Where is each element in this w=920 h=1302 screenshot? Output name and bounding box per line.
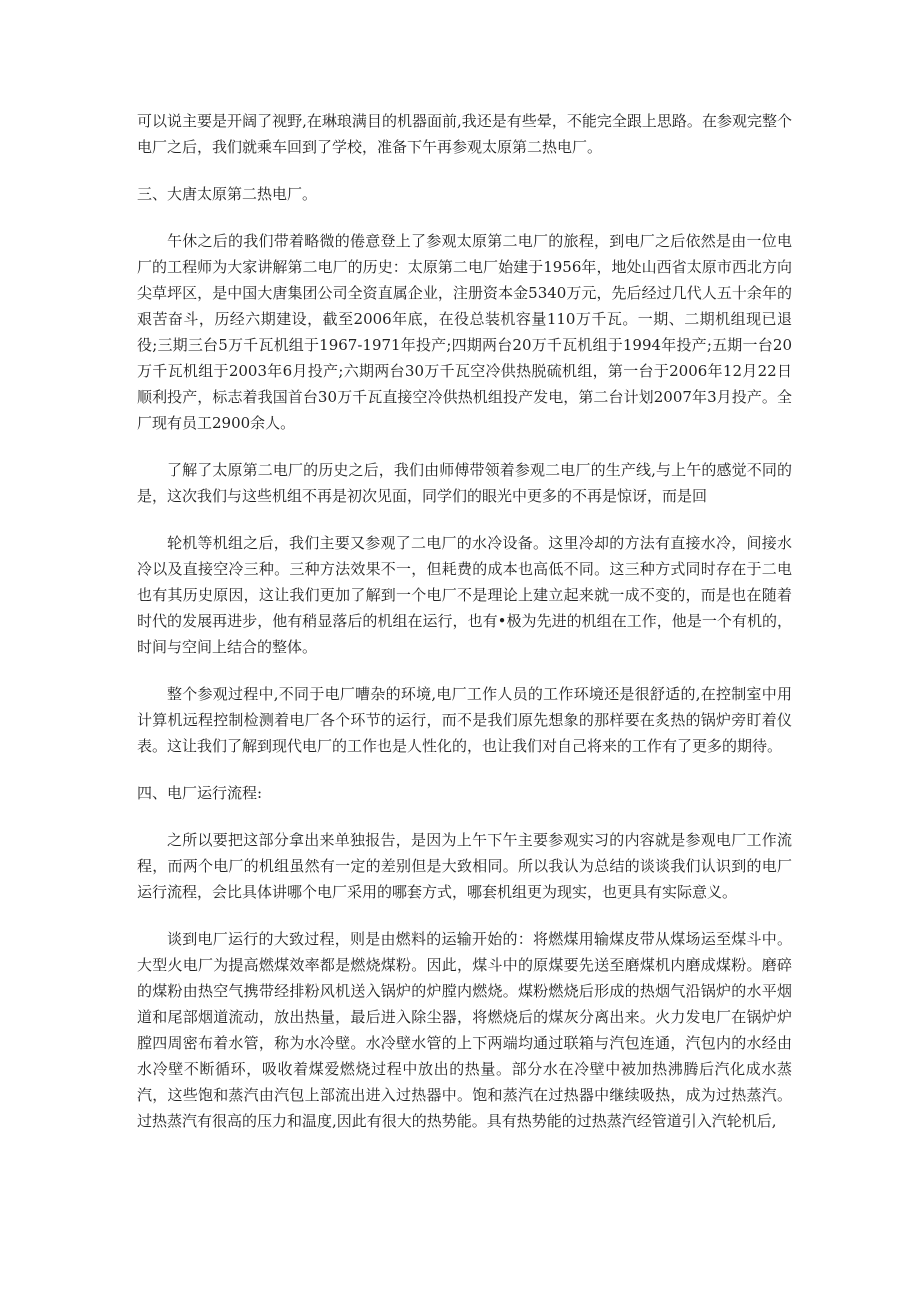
paragraph-history: 午休之后的我们带着略微的倦意登上了参观太原第二电厂的旅程，到电厂之后依然是由一位电厂的工程师为大家讲解第二电厂的历史：太原第二电厂始建于1956年，地处山西省太原市西北方向尖草坪区，是中国大唐集团公司全资直属企业，注册资本金5340万元，先后经过几代人五十余年的艰苦奋斗，历经六期建设，截至2006年底，在役总装机容量110万千瓦。一期、二期机组现已退役;三期三台5万千瓦机组于1967-1971年投产;四期两台20万千瓦机组于1994年投产;五期一台20万千瓦机组于2003年6月投产;六期两台30万千瓦空冷供热脱硫机组，第一台于2006年12月22日顺利投产，标志着我国首台30万千瓦直接空冷供热机组投产发电，第二台计划2007年3月投产。全厂现有员工2900余人。 xyxy=(137,232,792,432)
section-heading-3: 三、大唐太原第二热电厂。 xyxy=(137,185,318,203)
paragraph-process: 谈到电厂运行的大致过程，则是由燃料的运输开始的：将燃煤用输煤皮带从煤场运至煤斗中。大型火电厂为提高燃煤效率都是燃烧煤粉。因此，煤斗中的原煤要先送至磨煤机内磨成煤粉。磨碎的煤粉由热空气携带经排粉风机送入锅炉的炉膛内燃烧。煤粉燃烧后形成的热烟气沿锅炉的水平烟道和尾部烟道流动，放出热量，最后进入除尘器，将燃烧后的煤灰分离出来。火力发电厂在锅炉炉膛四周密布着水管，称为水冷壁。水冷壁水管的上下两端均通过联箱与汽包连通，汽包内的水经由水冷壁不断循环，吸收着煤爱燃烧过程中放出的热量。部分水在冷壁中被加热沸腾后汽化成水蒸汽，这些饱和蒸汽由汽包上部流出进入过热器中。饱和蒸汽在过热器中继续吸热，成为过热蒸汽。过热蒸汽有很高的压力和温度,因此有很大的热势能。具有热势能的过热蒸汽经管道引入汽轮机后, xyxy=(137,930,792,1130)
document-page xyxy=(137,108,792,1155)
paragraph-production-line: 了解了太原第二电厂的历史之后，我们由师傅带领着参观二电厂的生产线,与上午的感觉不同的是，这次我们与这些机组不再是初次见面，同学们的眼光中更多的不再是惊讶，而是回 xyxy=(137,461,792,505)
section-heading-4: 四、电厂运行流程: xyxy=(137,784,263,802)
paragraph-why-report: 之所以要把这部分拿出来单独报告，是因为上午下午主要参观实习的内容就是参观电厂工作流程，而两个电厂的机组虽然有一定的差别但是大致相同。所以我认为总结的谈谈我们认识到的电厂运行流程，会比具体讲哪个电厂采用的哪套方式，哪套机组更为现实，也更具有实际意义。 xyxy=(137,831,792,901)
paragraph-intro: 可以说主要是开阔了视野,在琳琅满目的机器面前,我还是有些晕，不能完全跟上思路。在参观完整个电厂之后，我们就乘车回到了学校，准备下午再参观太原第二热电厂。 xyxy=(137,112,792,156)
paragraph-cooling: 轮机等机组之后，我们主要又参观了二电厂的水冷设备。这里冷却的方法有直接水冷，间接水冷以及直接空冷三种。三种方法效果不一，但耗费的成本也高低不同。这三种方式同时存在于二电也有其历史原因，这让我们更加了解到一个电厂不是理论上建立起来就一成不变的，而是也在随着时代的发展再进步，他有稍显落后的机组在运行，也有•极为先进的机组在工作，他是一个有机的，时间与空间上结合的整体。 xyxy=(137,534,792,656)
paragraph-work-environment: 整个参观过程中,不同于电厂嘈杂的环境,电厂工作人员的工作环境还是很舒适的,在控制室中用计算机远程控制检测着电厂各个环节的运行，而不是我们原先想象的那样要在炙热的锅炉旁盯着仪表。这让我们了解到现代电厂的工作也是人性化的，也让我们对自己将来的工作有了更多的期待。 xyxy=(137,685,792,755)
